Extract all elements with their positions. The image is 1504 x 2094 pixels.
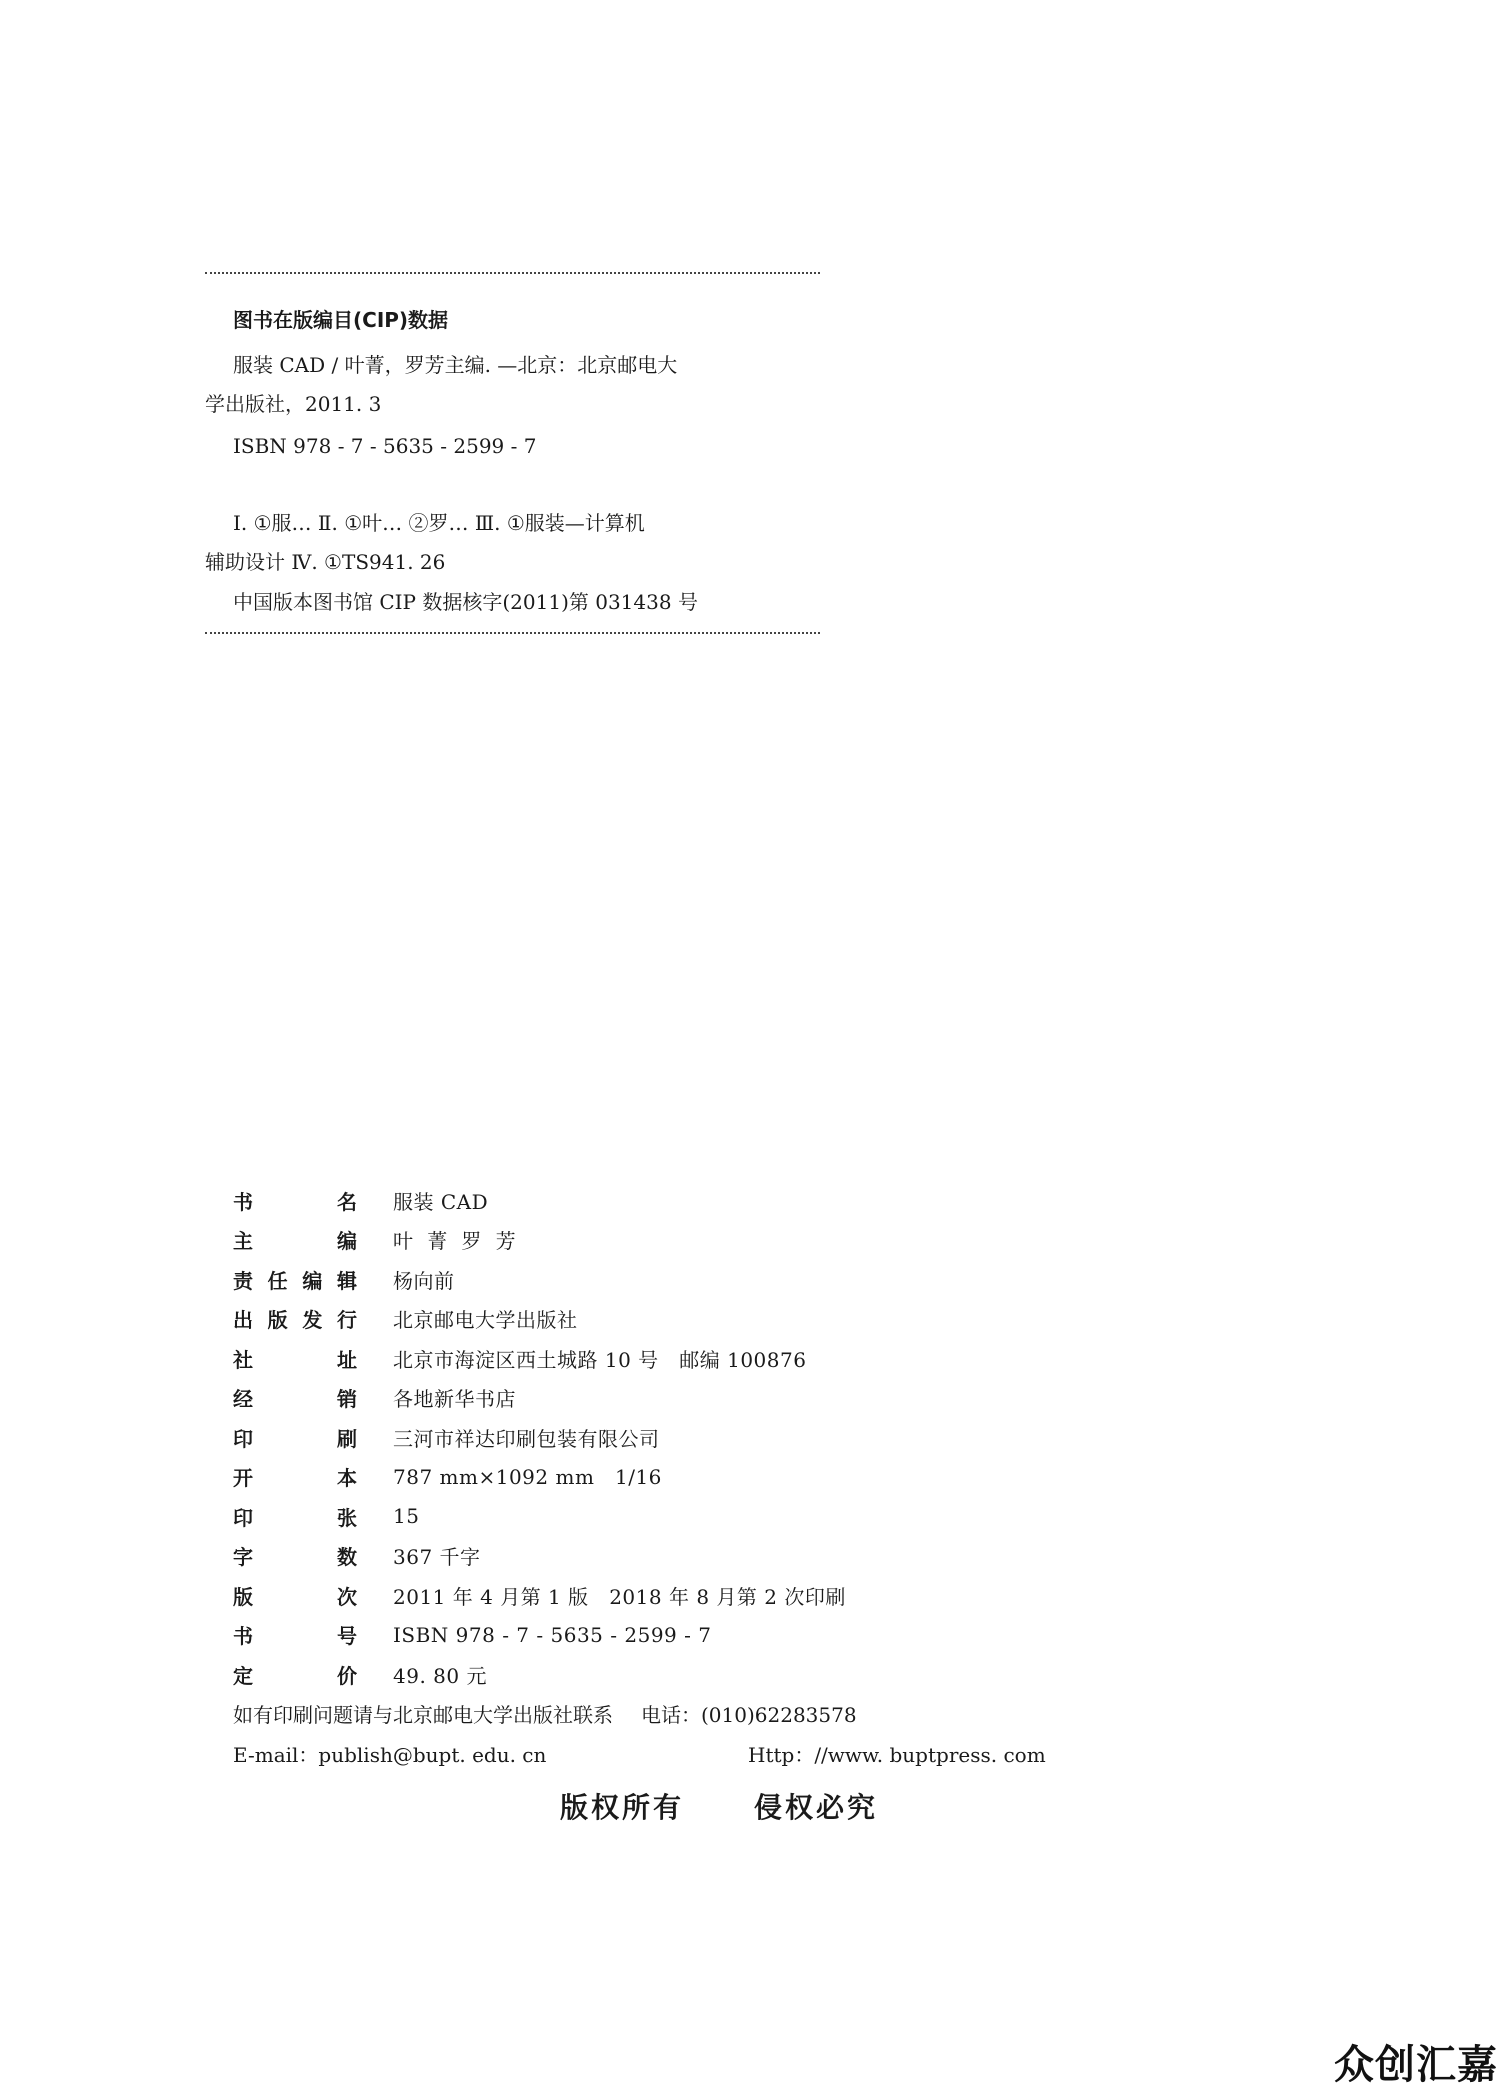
info-row-responsible-editor [233, 1259, 455, 1299]
cip-class-line-2: 辅助设计 Ⅳ. ①TS941. 26 [205, 550, 446, 574]
info-row-address [233, 1338, 806, 1378]
info-value: 15 [393, 1504, 420, 1528]
cip-title: 图书在版编目(CIP)数据 [233, 308, 449, 332]
contact-row-web [233, 1733, 1133, 1773]
cip-book-entry [205, 346, 677, 424]
cip-number [205, 583, 698, 622]
info-row-format [233, 1457, 662, 1497]
contact-row-phone [233, 1693, 857, 1733]
info-value: 367 千字 [393, 1545, 481, 1569]
info-row-editor [233, 1220, 516, 1260]
info-label: 社 址 [233, 1347, 357, 1372]
info-value: 叶 菁 罗 芳 [393, 1229, 517, 1253]
info-label: 主 编 [233, 1229, 357, 1253]
rights-reserved: 版权所有 [560, 1791, 685, 1824]
info-value: 各地新华书店 [393, 1387, 516, 1411]
contact-email[interactable]: E-mail：publish@bupt. edu. cn [233, 1742, 547, 1767]
cip-block [205, 272, 820, 614]
cip-bottom-divider [205, 632, 820, 634]
info-row-publisher [233, 1299, 578, 1339]
info-row-edition [233, 1575, 846, 1615]
cip-isbn-text: ISBN 978 - 7 - 5635 - 2599 - 7 [233, 434, 537, 458]
info-label: 印 张 [233, 1505, 357, 1530]
info-row-title [233, 1180, 488, 1220]
cip-entry-line-1: 服装 CAD / 叶菁，罗芳主编. —北京：北京邮电大 [233, 353, 678, 377]
info-label: 定 价 [233, 1663, 357, 1688]
info-value: 北京邮电大学出版社 [393, 1308, 578, 1332]
info-label: 责 任 编 辑 [233, 1268, 357, 1293]
infringement-notice: 侵权必究 [754, 1791, 879, 1824]
cip-classification [205, 504, 645, 582]
cip-isbn [205, 427, 536, 466]
info-value: 杨向前 [393, 1268, 455, 1293]
info-label: 经 销 [233, 1387, 357, 1411]
cip-entry-line-2: 学出版社，2011. 3 [205, 392, 382, 416]
info-value: 49. 80 元 [393, 1663, 487, 1688]
cip-number-text: 中国版本图书馆 CIP 数据核字(2011)第 031438 号 [233, 590, 698, 614]
info-row-distributor [233, 1378, 516, 1418]
info-value: 三河市祥达印刷包装有限公司 [393, 1426, 660, 1451]
copyright-notice [560, 1786, 878, 1826]
info-label: 印 刷 [233, 1426, 357, 1451]
info-label: 出 版 发 行 [233, 1308, 357, 1332]
watermark-logo: 众创汇嘉 [1334, 2042, 1498, 2088]
info-label: 字 数 [233, 1545, 357, 1569]
cip-top-divider [205, 272, 820, 274]
info-label: 书 号 [233, 1624, 357, 1648]
info-row-printer [233, 1417, 660, 1457]
contact-note: 如有印刷问题请与北京邮电大学出版社联系 [233, 1702, 613, 1727]
cip-class-line-1: Ⅰ. ①服… Ⅱ. ①叶… ②罗… Ⅲ. ①服装—计算机 [233, 511, 645, 535]
info-row-isbn [233, 1615, 711, 1655]
info-value: 服装 CAD [393, 1189, 489, 1214]
info-label: 开 本 [233, 1466, 357, 1490]
info-label: 书 名 [233, 1189, 357, 1214]
info-row-word-count [233, 1536, 481, 1576]
info-label: 版 次 [233, 1584, 357, 1609]
contact-phone: 电话：(010)62283578 [641, 1702, 857, 1727]
contact-website[interactable]: Http：//www. buptpress. com [748, 1742, 1046, 1767]
info-row-sheets [233, 1496, 419, 1536]
info-row-price [233, 1654, 487, 1694]
info-value: 787 mm×1092 mm 1/16 [393, 1464, 662, 1489]
info-value: 北京市海淀区西土城路 10 号 邮编 100876 [393, 1347, 807, 1372]
info-value: 2011 年 4 月第 1 版 2018 年 8 月第 2 次印刷 [393, 1584, 846, 1609]
info-value: ISBN 978 - 7 - 5635 - 2599 - 7 [393, 1622, 712, 1647]
